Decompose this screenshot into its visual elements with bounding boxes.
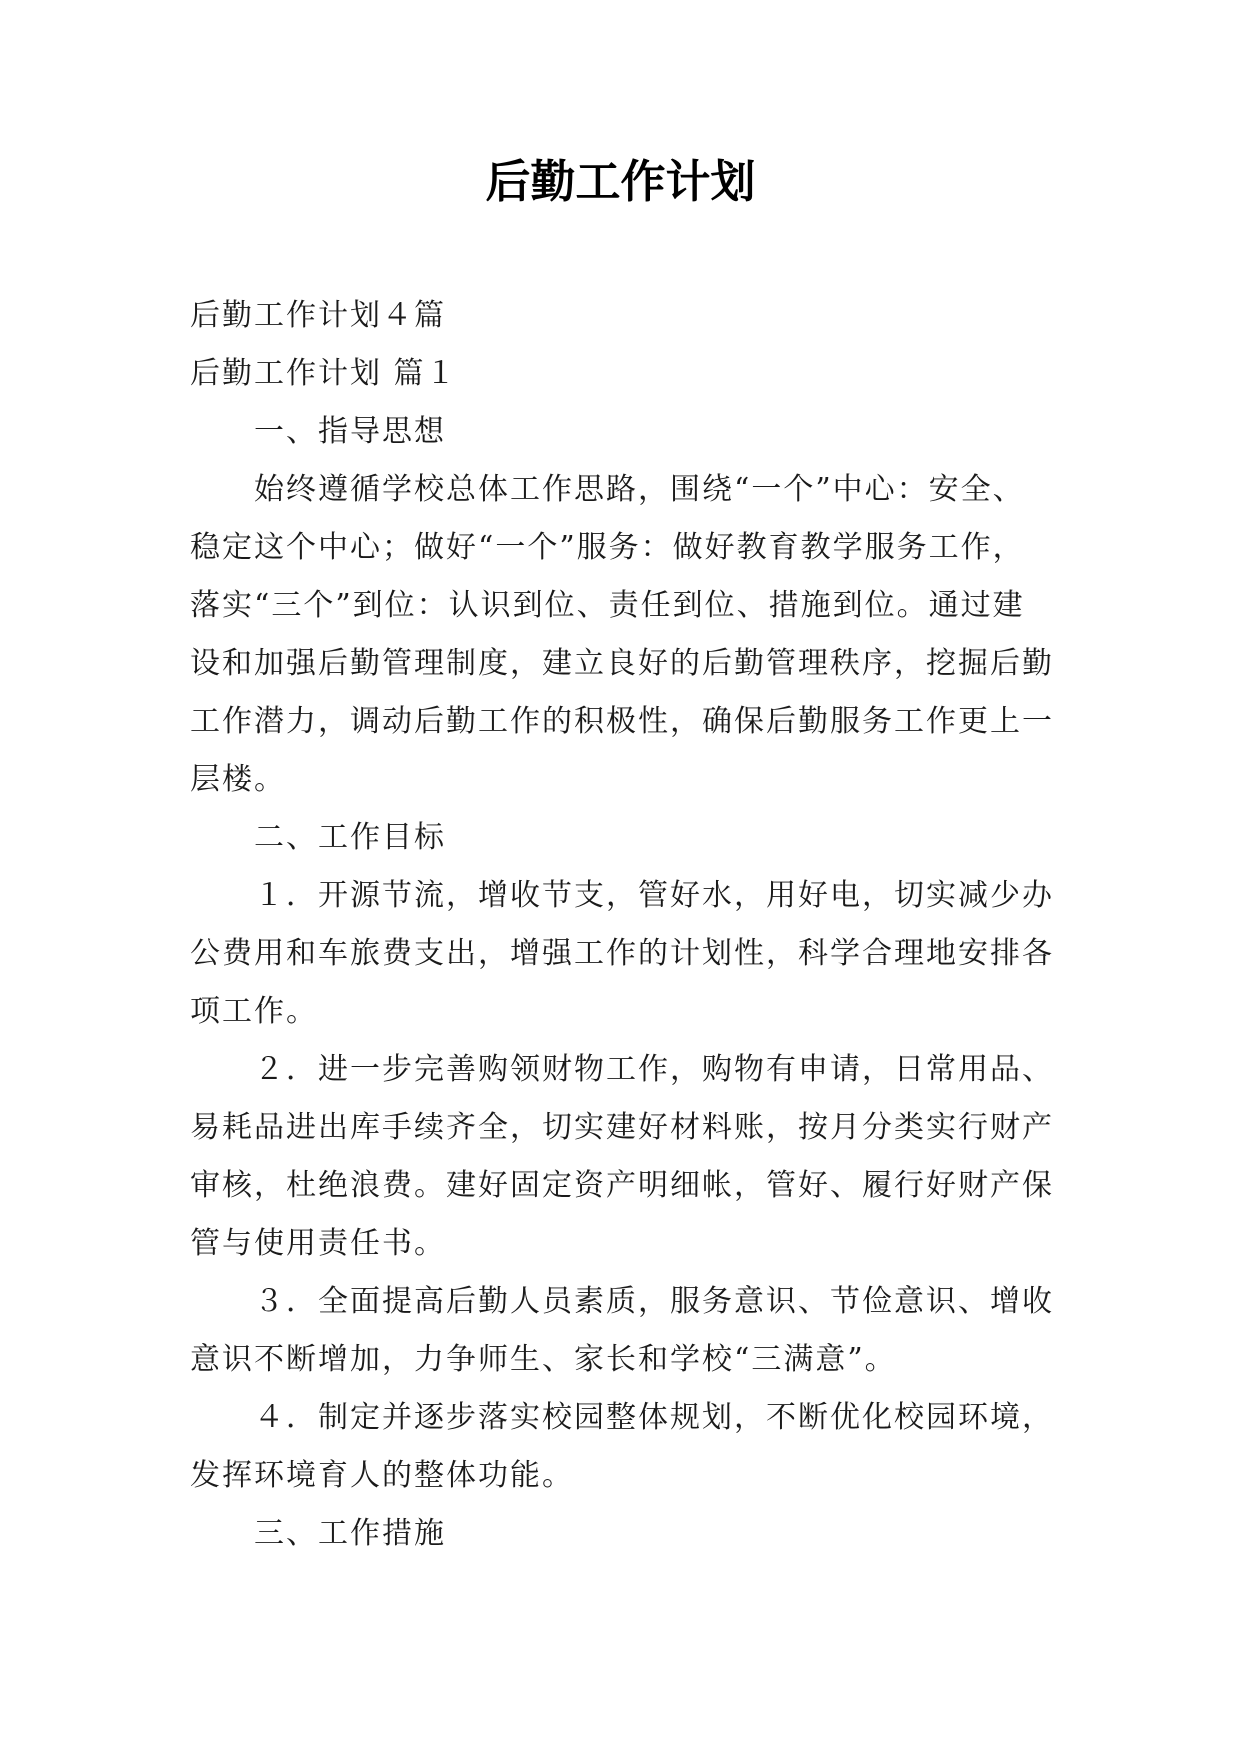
doc-heading: 后勤工作计划４篇 bbox=[190, 298, 446, 333]
part-heading: 后勤工作计划 篇１ bbox=[190, 356, 458, 391]
paragraph-goal-4: ４．制定并逐步落实校园整体规划，不断优化校园环境，发挥环境育人的整体功能。 bbox=[190, 1400, 1054, 1493]
section-heading-work-measures: 三、工作措施 bbox=[254, 1516, 446, 1551]
paragraph-goal-1: １．开源节流，增收节支，管好水，用好电，切实减少办公费用和车旅费支出，增强工作的计划性，科学合理地安排各项工作。 bbox=[190, 878, 1054, 1029]
paragraph-guiding-thought: 始终遵循学校总体工作思路，围绕“一个”中心：安全、稳定这个中心；做好“一个”服务：做好教育教学服务工作，落实“三个”到位：认识到位、责任到位、措施到位。通过建设和加强后勤管理制度，建立良好的后勤管理秩序，挖掘后勤工作潜力，调动后勤工作的积极性，确保后勤服务工作更上一层楼。 bbox=[190, 472, 1054, 797]
section-heading-work-goals: 二、工作目标 bbox=[254, 820, 446, 855]
document-body bbox=[190, 287, 1056, 1563]
section-heading-guiding-thought: 一、指导思想 bbox=[254, 414, 446, 449]
paragraph-goal-3: ３．全面提高后勤人员素质，服务意识、节俭意识、增收意识不断增加，力争师生、家长和学校“三满意”。 bbox=[190, 1284, 1054, 1377]
paragraph-goal-2: ２．进一步完善购领财物工作，购物有申请，日常用品、易耗品进出库手续齐全，切实建好材料账，按月分类实行财产审核，杜绝浪费。建好固定资产明细帐，管好、履行好财产保管与使用责任书。 bbox=[190, 1052, 1054, 1261]
document-title: 后勤工作计划 bbox=[485, 155, 756, 208]
